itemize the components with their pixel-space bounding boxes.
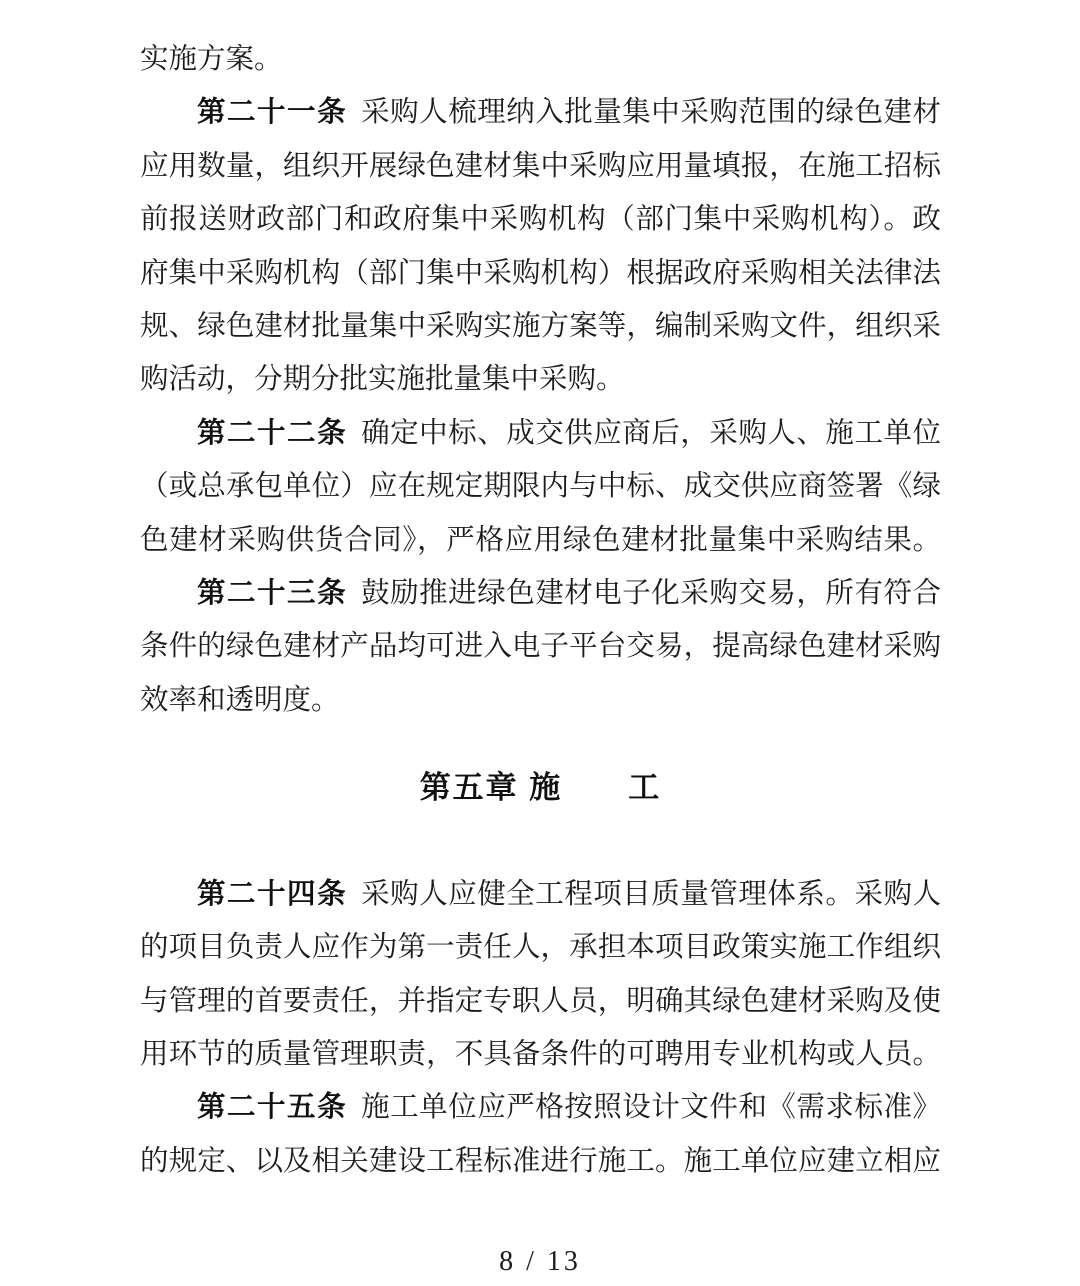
- line-text: 与管理的首要责任，并指定专职人员，明确其绿色建材采购及使: [140, 985, 941, 1017]
- article-number: 第二十五条: [197, 1091, 348, 1124]
- line-text: 的项目负责人应作为第一责任人，承担本项目政策实施工作组织: [140, 932, 941, 964]
- line-text: 规、绿色建材批量集中采购实施方案等，编制采购文件，组织采: [140, 311, 941, 343]
- line-text: 条件的绿色建材产品均可进入电子平台交易，提高绿色建材采购: [140, 631, 941, 663]
- line-text: 鼓励推进绿色建材电子化采购交易，所有符合: [361, 578, 941, 610]
- text-line: [140, 407, 941, 460]
- line-text: 的规定、以及相关建设工程标准进行施工。施工单位应建立相应: [140, 1145, 941, 1177]
- line-text: 应用数量，组织开展绿色建材集中采购应用量填报，在施工招标: [140, 150, 941, 182]
- text-line: [140, 674, 941, 727]
- line-text: 府集中采购机构（部门集中采购机构）根据政府采购相关法律法: [140, 257, 941, 289]
- text-line: [140, 193, 941, 246]
- text-line: [140, 460, 941, 513]
- page-number: 8 / 13: [499, 1246, 581, 1277]
- text-line: [140, 353, 941, 406]
- text-line: [140, 1028, 941, 1081]
- text-line: [140, 620, 941, 673]
- article-number: 第二十二条: [197, 416, 348, 449]
- line-text: 购活动，分期分批实施批量集中采购。: [140, 364, 625, 396]
- line-text: 实施方案。: [140, 44, 283, 75]
- line-text: 前报送财政部门和政府集中采购机构（部门集中采购机构）。政: [140, 204, 941, 236]
- text-line: [140, 975, 941, 1028]
- article-number: 第二十四条: [197, 877, 348, 910]
- text-line: [140, 1135, 941, 1188]
- text-line: [140, 921, 941, 974]
- text-line: [140, 868, 941, 921]
- line-text: 确定中标、成交供应商后，采购人、施工单位: [361, 417, 941, 449]
- article-number: 第二十三条: [197, 577, 348, 610]
- text-line: [140, 514, 941, 567]
- text-line: [140, 86, 941, 139]
- text-line: [140, 300, 941, 353]
- line-text: 色建材采购供货合同》，严格应用绿色建材批量集中采购结果。: [140, 524, 941, 556]
- line-text: 采购人梳理纳入批量集中采购范围的绿色建材: [361, 97, 941, 129]
- text-line: [140, 1081, 941, 1134]
- article-number: 第二十一条: [197, 96, 348, 129]
- text-line: [140, 247, 941, 300]
- line-text: （或总承包单位）应在规定期限内与中标、成交供应商签署《绿: [140, 471, 941, 503]
- document-body: [140, 33, 941, 1188]
- text-line: [140, 33, 941, 86]
- text-line: [140, 567, 941, 620]
- line-text: 采购人应健全工程项目质量管理体系。采购人: [361, 878, 941, 910]
- text-line: [140, 140, 941, 193]
- line-text: 用环节的质量管理职责，不具备条件的可聘用专业机构或人员。: [140, 1038, 941, 1070]
- chapter-heading: 第五章 施 工: [419, 770, 662, 806]
- line-text: 效率和透明度。: [140, 684, 340, 716]
- line-text: 施工单位应严格按照设计文件和《需求标准》: [361, 1092, 941, 1124]
